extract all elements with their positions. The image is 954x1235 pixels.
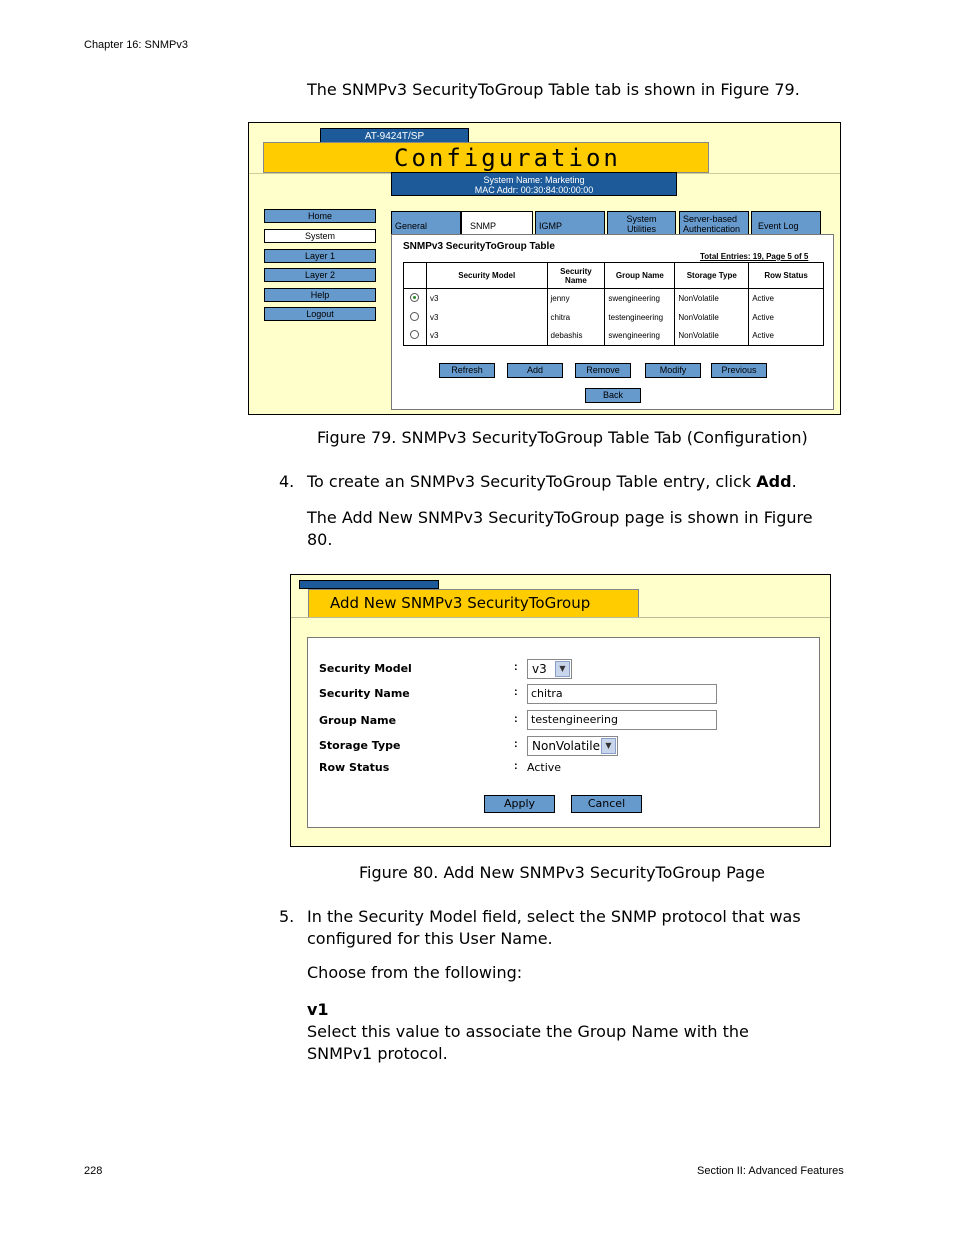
- row-radio-button[interactable]: [410, 330, 419, 339]
- back-button[interactable]: Back: [585, 388, 641, 403]
- security-name-label: Security Name: [319, 687, 410, 700]
- cell-storage-type: NonVolatile: [675, 289, 749, 308]
- cell-row-status: Active: [749, 308, 824, 327]
- tab-igmp[interactable]: IGMP: [535, 211, 605, 234]
- add-form-panel: [307, 637, 820, 828]
- nav-system-button[interactable]: System: [264, 229, 376, 243]
- tab-system-utilities[interactable]: System Utilities: [607, 211, 676, 234]
- cell-group-name: swengineering: [605, 289, 675, 308]
- figure-79-screenshot: [248, 122, 841, 415]
- mac-address: MAC Addr: 00:30:84:00:00:00: [474, 185, 594, 195]
- step-4-text-start: To create an SNMPv3 SecurityToGroup Table entry, click: [307, 472, 757, 491]
- row-select-cell: [404, 289, 427, 308]
- device-model-tab: AT-9424T/SP: [320, 128, 469, 144]
- table-row[interactable]: [404, 327, 824, 346]
- storage-type-value: NonVolatile: [532, 739, 600, 753]
- add-button[interactable]: Add: [507, 363, 563, 378]
- nav-home-button[interactable]: Home: [264, 209, 376, 223]
- tab-general[interactable]: General: [391, 211, 461, 234]
- row-radio-button[interactable]: [410, 293, 419, 302]
- nav-layer1-button[interactable]: Layer 1: [264, 249, 376, 263]
- group-name-field[interactable]: testengineering: [527, 710, 717, 730]
- modify-button[interactable]: Modify: [645, 363, 701, 378]
- total-entries: Total Entries: 19, Page 5 of 5: [700, 252, 809, 261]
- banner-divider: [291, 617, 830, 618]
- step-4-followup: The Add New SNMPv3 SecurityToGroup page is shown in Figure 80.: [307, 508, 813, 549]
- step-5-number: 5.: [279, 907, 295, 926]
- nav-help-button[interactable]: Help: [264, 288, 376, 302]
- security-to-group-table: [403, 262, 824, 346]
- colon: :: [514, 738, 518, 750]
- cell-security-name: chitra: [547, 308, 605, 327]
- section-footer: Section II: Advanced Features: [697, 1165, 844, 1177]
- choose-from-text: Choose from the following:: [307, 963, 523, 982]
- step-4-text: [307, 471, 847, 493]
- chevron-down-icon[interactable]: ▼: [555, 661, 570, 677]
- column-header: Group Name: [605, 263, 675, 289]
- configuration-banner: Configuration: [263, 142, 709, 173]
- step-4-add-emphasis: Add: [756, 472, 792, 491]
- figure-80-caption: Figure 80. Add New SNMPv3 SecurityToGroup Page: [359, 863, 765, 882]
- column-header: Row Status: [749, 263, 824, 289]
- header-tab-strip: [299, 580, 439, 589]
- security-model-label: Security Model: [319, 662, 412, 675]
- option-v1-description: Select this value to associate the Group Name with the SNMPv1 protocol.: [307, 1022, 749, 1063]
- add-security-to-group-banner: Add New SNMPv3 SecurityToGroup: [308, 589, 639, 618]
- storage-type-label: Storage Type: [319, 739, 401, 752]
- system-name: System Name: Marketing: [483, 175, 585, 185]
- system-info-bar: [391, 172, 677, 196]
- row-status-label: Row Status: [319, 761, 390, 774]
- column-header: Security Model: [426, 263, 547, 289]
- colon: :: [514, 661, 518, 673]
- tab-event-log[interactable]: Event Log: [751, 211, 821, 234]
- colon: :: [514, 760, 518, 772]
- previous-button[interactable]: Previous: [711, 363, 767, 378]
- snmp-content-panel: [391, 234, 834, 410]
- security-model-value: v3: [532, 662, 547, 676]
- cell-security-model: v3: [426, 289, 547, 308]
- figure-80-screenshot: [290, 574, 831, 847]
- storage-type-select[interactable]: [527, 736, 618, 756]
- group-name-label: Group Name: [319, 714, 397, 727]
- select-column-header: [404, 263, 427, 289]
- tab-server-based-authentication[interactable]: Server-based Authentication: [679, 211, 749, 234]
- row-select-cell: [404, 327, 427, 346]
- remove-button[interactable]: Remove: [575, 363, 631, 378]
- table-header-row: [404, 263, 824, 289]
- tab-snmp[interactable]: SNMP: [461, 211, 533, 236]
- cell-group-name: testengineering: [605, 308, 675, 327]
- apply-button[interactable]: Apply: [484, 795, 555, 813]
- intro-paragraph: The SNMPv3 SecurityToGroup Table tab is shown in Figure 79.: [307, 80, 800, 99]
- column-header: Security Name: [547, 263, 605, 289]
- row-status-value: Active: [527, 761, 562, 774]
- chevron-down-icon[interactable]: ▼: [601, 738, 616, 754]
- table-row[interactable]: [404, 308, 824, 327]
- step-4-number: 4.: [279, 472, 295, 491]
- cell-security-name: debashis: [547, 327, 605, 346]
- nav-layer2-button[interactable]: Layer 2: [264, 268, 376, 282]
- refresh-button[interactable]: Refresh: [439, 363, 495, 378]
- nav-logout-button[interactable]: Logout: [264, 307, 376, 321]
- cell-row-status: Active: [749, 289, 824, 308]
- page-number: 228: [84, 1165, 103, 1177]
- security-model-select[interactable]: [527, 659, 572, 679]
- column-header: Storage Type: [675, 263, 749, 289]
- cancel-button[interactable]: Cancel: [571, 795, 642, 813]
- colon: :: [514, 686, 518, 698]
- step-4-text-end: .: [791, 472, 797, 491]
- cell-group-name: swengineering: [605, 327, 675, 346]
- colon: :: [514, 713, 518, 725]
- row-select-cell: [404, 308, 427, 327]
- table-title: SNMPv3 SecurityToGroup Table: [403, 241, 555, 252]
- cell-security-name: jenny: [547, 289, 605, 308]
- security-name-field[interactable]: chitra: [527, 684, 717, 704]
- chapter-header: Chapter 16: SNMPv3: [84, 39, 188, 51]
- option-v1-term: v1: [307, 1000, 329, 1019]
- cell-security-model: v3: [426, 308, 547, 327]
- cell-row-status: Active: [749, 327, 824, 346]
- table-row[interactable]: [404, 289, 824, 308]
- step-5-text: In the Security Model field, select the SNMP protocol that was configured for this User Name.: [307, 907, 801, 948]
- cell-security-model: v3: [426, 327, 547, 346]
- cell-storage-type: NonVolatile: [675, 308, 749, 327]
- cell-storage-type: NonVolatile: [675, 327, 749, 346]
- row-radio-button[interactable]: [410, 312, 419, 321]
- figure-79-caption: Figure 79. SNMPv3 SecurityToGroup Table Tab (Configuration): [317, 428, 808, 447]
